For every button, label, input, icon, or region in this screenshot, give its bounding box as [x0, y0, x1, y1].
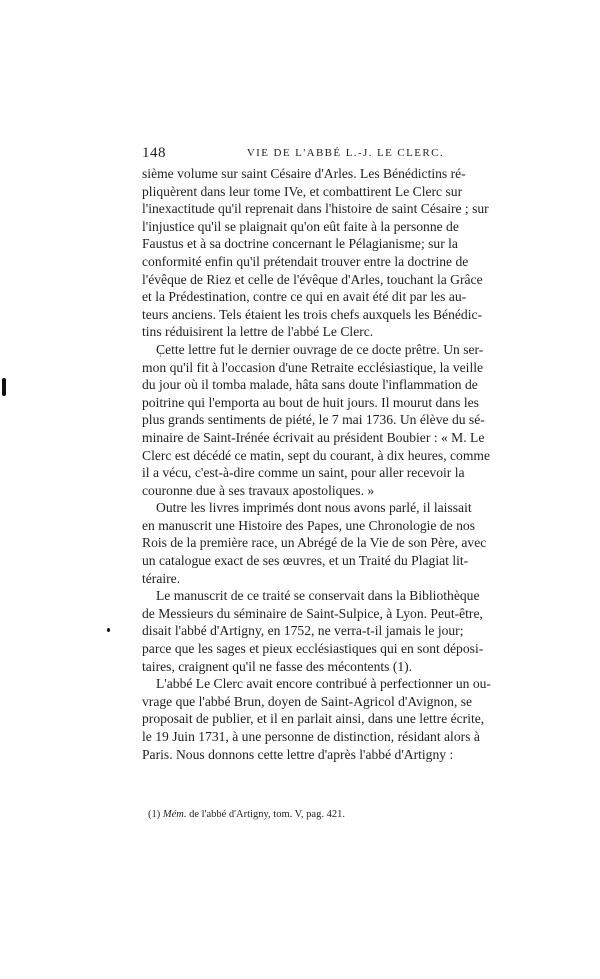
text-line: de Messieurs du séminaire de Saint-Sulpice, à Lyon. Peut-être,: [142, 605, 483, 621]
text-line: Clerc est décédé ce matin, sept du courant, à dix heures, comme: [142, 447, 491, 463]
text-line: vrage que l'abbé Brun, doyen de Saint-Agricol d'Avignon, se: [142, 693, 473, 709]
text-line: et la Prédestination, contre ce qui en avait été dit par les au-: [142, 289, 467, 305]
text-line: teurs anciens. Tels étaient les trois chefs auxquels les Bénédic-: [142, 306, 483, 322]
text-line: Cette lettre fut le dernier ouvrage de ce docte prêtre. Un ser-: [156, 341, 484, 357]
paragraph: [142, 165, 489, 341]
text-line: disait l'abbé d'Artigny, en 1752, ne verra-t-il jamais le jour;: [142, 623, 464, 639]
text-line: l'évêque de Riez et celle de l'évêque d'Arles, touchant la Grâce: [142, 271, 483, 287]
text-line: couronne due à ses travaux apostoliques. »: [142, 482, 375, 498]
text-line: Faustus et à sa doctrine concernant le Pélagianisme; sur la: [142, 236, 458, 252]
text-line: L'abbé Le Clerc avait encore contribué à perfectionner un ou-: [156, 676, 491, 692]
text-line: en manuscrit une Histoire des Papes, une Chronologie de nos: [142, 517, 475, 533]
footnote-abbrev: Mém.: [162, 809, 187, 820]
text-line: mon qu'il fit à l'occasion d'une Retraite ecclésiastique, la veille: [142, 359, 484, 375]
paragraph: [142, 341, 491, 499]
text-line: poitrine qui l'emporta au bout de huit jours. Il mourut dans les: [142, 394, 479, 410]
text-line: Outre les livres imprimés dont nous avons parlé, il laissait: [156, 500, 472, 516]
footnote: [142, 808, 444, 822]
text-line: minaire de Saint-Irénée écrivait au président Boubier : « M. Le: [142, 429, 485, 445]
text-line: le 19 Juin 1731, à une personne de distinction, résidant alors à: [142, 729, 480, 744]
footnote-marker: (1): [148, 809, 161, 820]
text-line: du jour où il tomba malade, hâta sans doute l'inflammation de: [142, 377, 478, 393]
footnote-text: de l'abbé d'Artigny, tom. V, pag. 421.: [189, 809, 345, 820]
text-line: l'inexactitude qu'il reprenait dans l'histoire de saint Césaire ; sur: [142, 201, 489, 217]
text-line: un catalogue exact de ses œuvres, et un Traité du Plagiat lit-: [142, 553, 469, 569]
text-line: il a vécu, c'est-à-dire comme un saint, pour aller recevoir la: [142, 465, 465, 481]
paragraph: [142, 675, 491, 763]
text-line: sième volume sur saint Césaire d'Arles. Les Bénédictins ré-: [142, 166, 466, 181]
text-line: parce que les sages et pieux ecclésiastiques qui en sont déposi-: [142, 641, 484, 657]
page-number: 148: [142, 145, 166, 161]
text-line: tins réduisirent la lettre de l'abbé Le Clerc.: [142, 324, 374, 340]
text-line: l'injustice qu'il se plaignait qu'on eût faite à la personne de: [142, 218, 459, 234]
margin-ink-mark: [2, 378, 6, 396]
running-head: [142, 145, 444, 163]
text-line: Le manuscrit de ce traité se conservait dans la Bibliothèque: [156, 588, 480, 604]
text-line: téraire.: [142, 570, 181, 586]
text-line: plus grands sentiments de piété, le 7 mai 1736. Un élève du sé-: [142, 412, 485, 428]
body-text: [142, 165, 491, 763]
footnote-area: [142, 808, 444, 822]
running-title: VIE DE L'ABBÉ L.-J. LE CLERC.: [246, 147, 444, 159]
paragraph: [142, 587, 484, 675]
text-line: Rois de la première race, un Abrégé de la Vie de son Père, avec: [142, 535, 487, 551]
text-line: taires, craignent qu'il ne fasse des mécontents (1).: [142, 658, 413, 674]
text-line: proposait de publier, et il en parlait ainsi, dans une lettre écrite,: [142, 711, 485, 727]
text-line: pliquèrent dans leur tome IVe, et combattirent Le Clerc sur: [142, 183, 463, 199]
text-line: Paris. Nous donnons cette lettre d'après l'abbé d'Artigny :: [142, 746, 454, 762]
paragraph: [142, 499, 487, 587]
margin-ink-dot: [107, 628, 110, 632]
text-line: conformité enfin qu'il prétendait trouver entre la doctrine de: [142, 253, 469, 269]
